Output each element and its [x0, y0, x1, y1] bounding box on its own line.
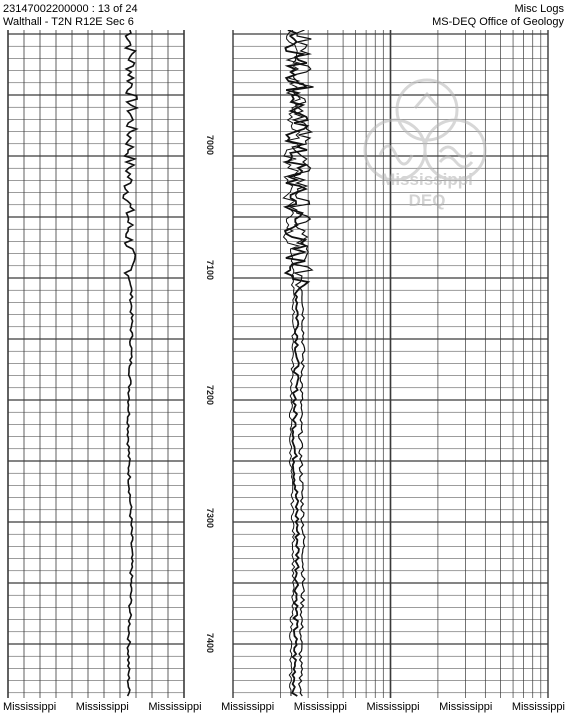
agency-name: MS-DEQ Office of Geology — [432, 16, 564, 28]
left-log-curve — [123, 30, 137, 696]
log-type: Misc Logs — [514, 3, 564, 15]
depth-label: 7000 — [205, 135, 215, 156]
depth-label: 7300 — [205, 508, 215, 529]
watermark-line2: DEQ — [408, 191, 446, 210]
record-id-page: 23147002200000 : 13 of 24 — [3, 3, 138, 15]
well-location: Walthall - T2N R12E Sec 6 — [3, 16, 134, 28]
left-track-grid — [8, 30, 184, 698]
footer-watermark-text: Mississippi — [439, 701, 493, 713]
footer-watermark-text: Mississippi — [221, 701, 275, 713]
right-log-curve-medium — [283, 30, 300, 696]
footer-watermark-text: Mississippi — [511, 701, 565, 713]
footer-watermark-text: Mississippi — [293, 701, 347, 713]
watermark-line1: Mississippi — [381, 170, 473, 189]
footer-watermark-text: Mississippi — [148, 701, 202, 713]
right-track-grid — [233, 30, 548, 698]
depth-labels — [205, 135, 215, 653]
well-log-sheet — [0, 30, 568, 698]
footer-watermark-text: Mississippi — [3, 701, 57, 713]
footer-watermark-text: Mississippi — [75, 701, 129, 713]
depth-label: 7400 — [205, 633, 215, 654]
right-log-curve-deep — [285, 30, 308, 696]
depth-label: 7200 — [205, 385, 215, 406]
footer-watermark-text: Mississippi — [366, 701, 420, 713]
footer-watermark-strip — [0, 700, 568, 715]
depth-label: 7100 — [205, 260, 215, 281]
